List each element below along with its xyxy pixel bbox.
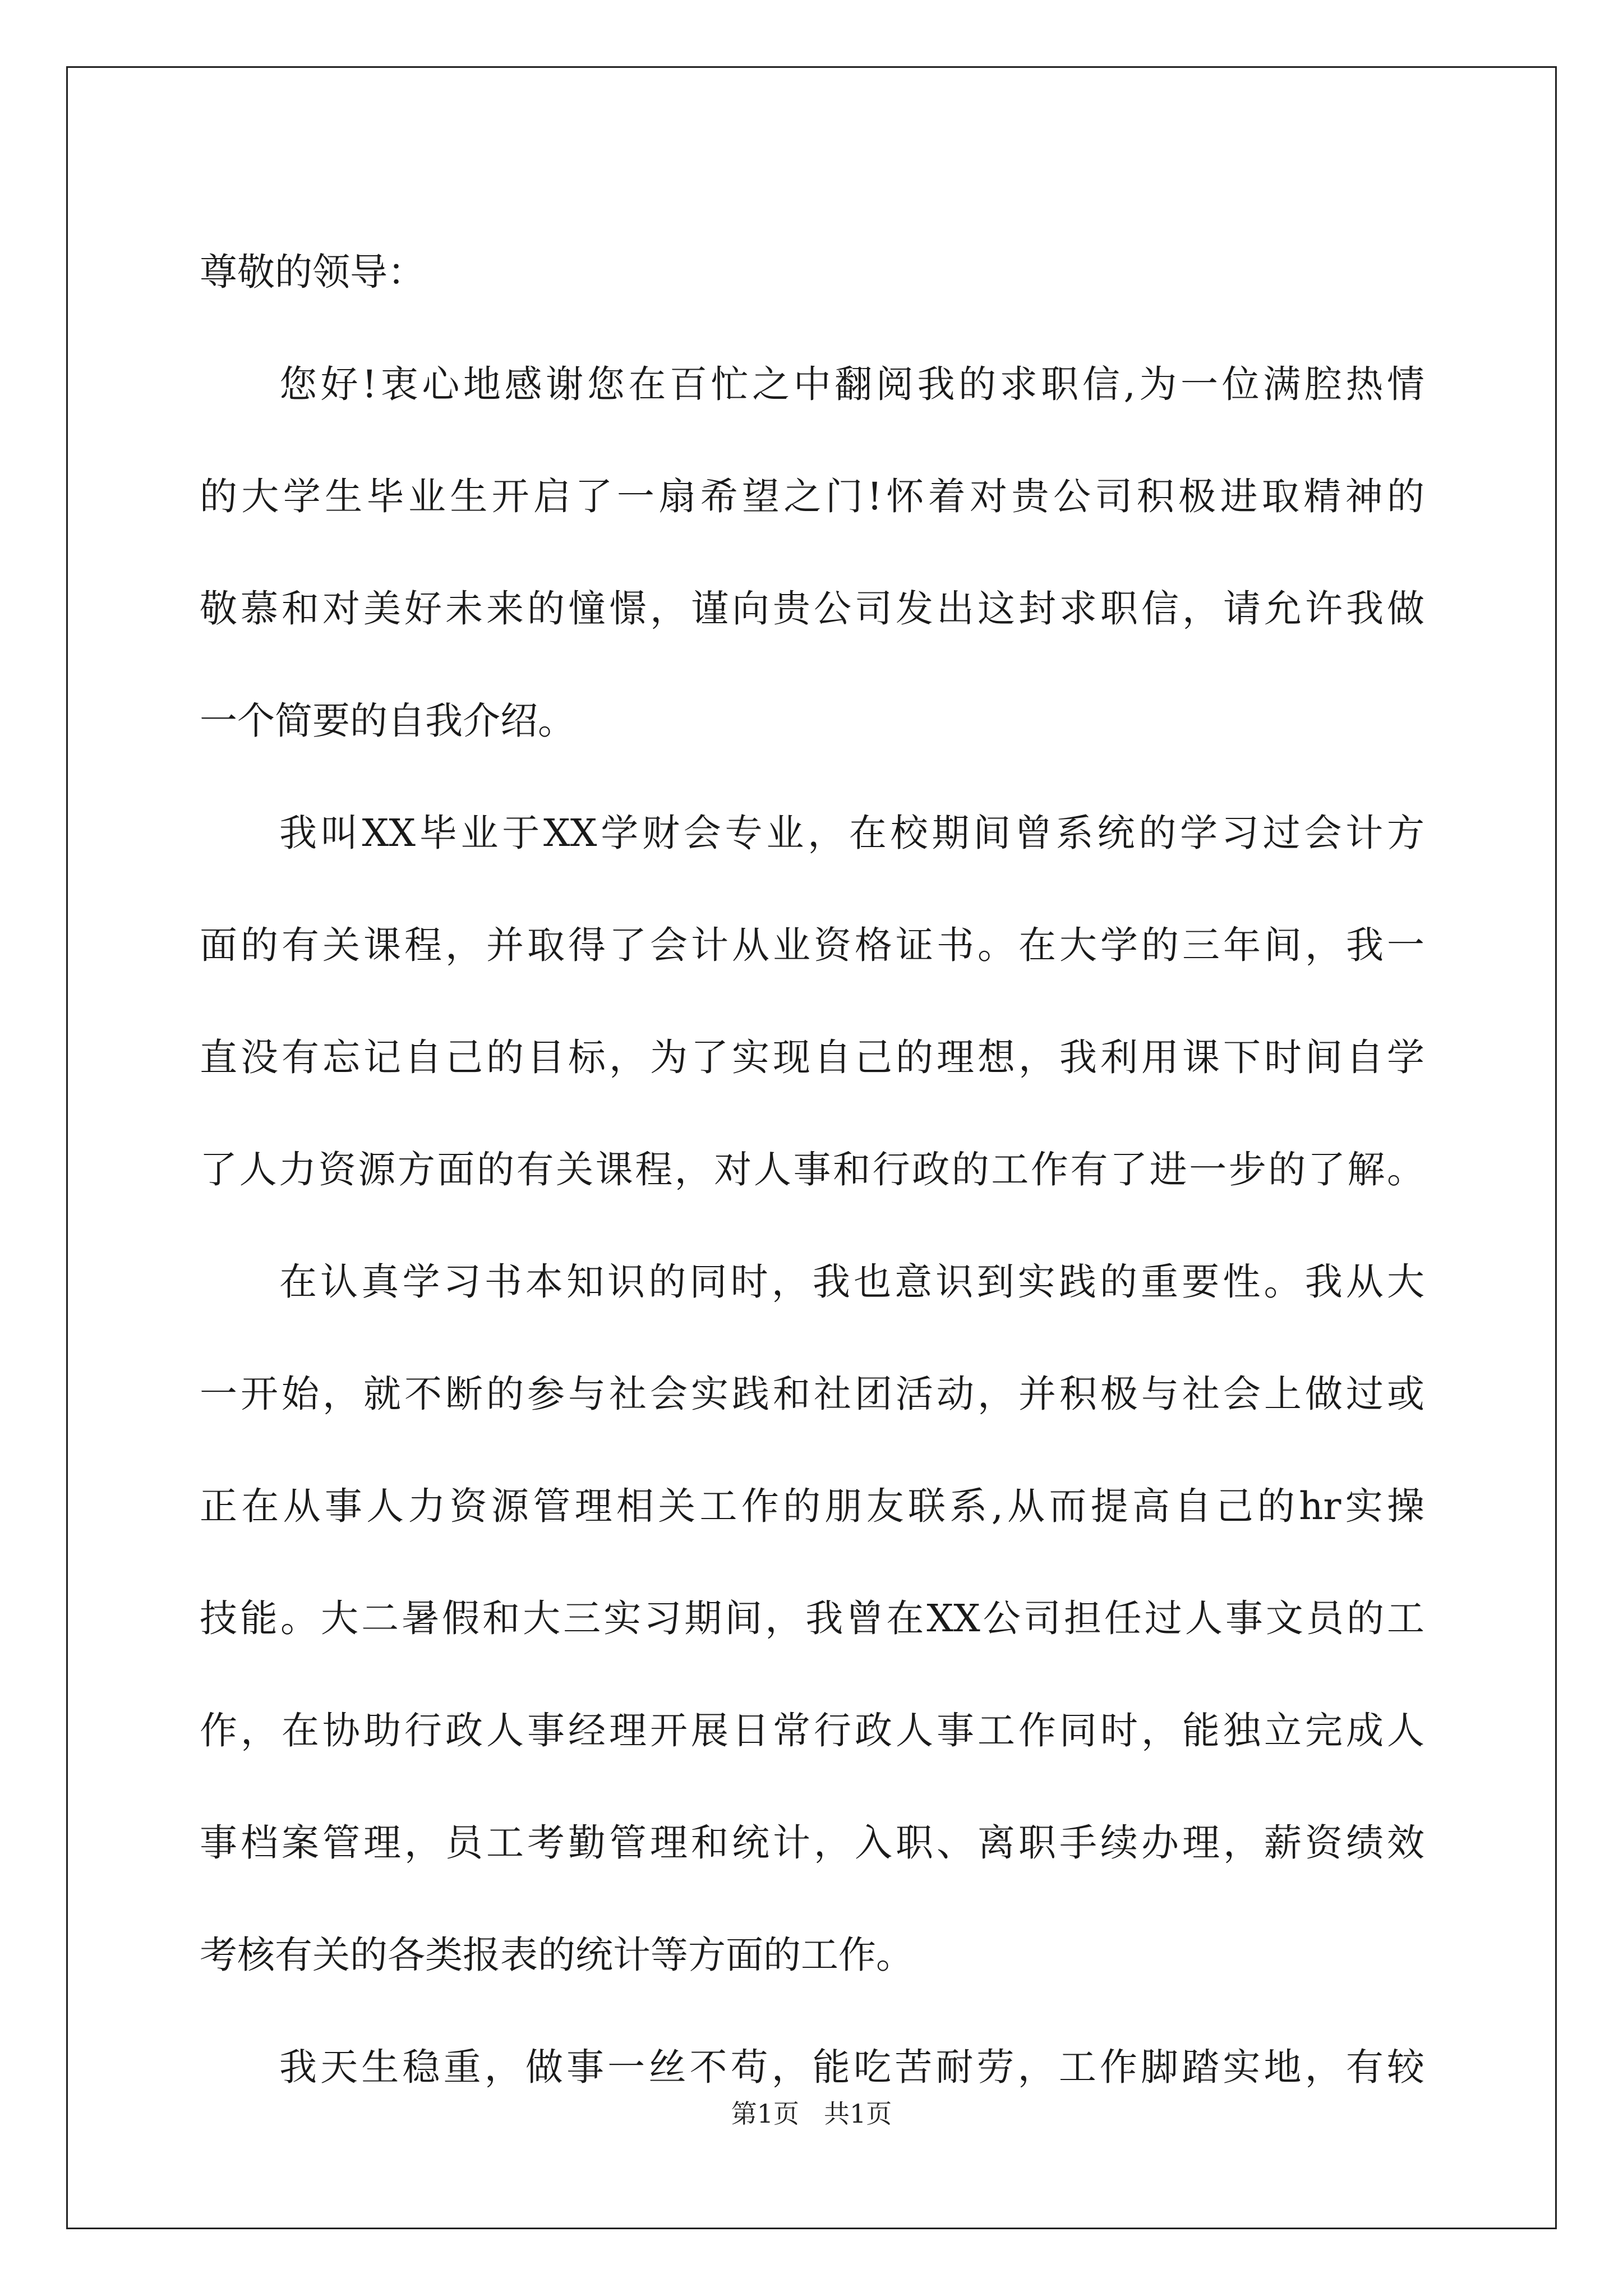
text-line: 一开始，就不断的参与社会实践和社团活动，并积极与社会上做过或 [200,1372,1424,1416]
text-line: 我叫XX毕业于XX学财会专业，在校期间曾系统的学习过会计方 [279,811,1424,855]
text-line: 技能。大二暑假和大三实习期间，我曾在XX公司担任过人事文员的工 [200,1596,1424,1640]
letter-greeting: 尊敬的领导： [200,250,425,294]
page-total: 共1页 [823,2099,892,2129]
text-line: 正在从事人力资源管理相关工作的朋友联系,从而提高自己的hr实操 [200,1484,1424,1528]
text-line: 直没有忘记自己的目标，为了实现自己的理想，我利用课下时间自学 [200,1036,1424,1079]
text-line: 一个简要的自我介绍。 [200,699,575,743]
page-footer [0,2097,1623,2131]
text-line: 作，在协助行政人事经理开展日常行政人事工作同时，能独立完成人 [200,1709,1424,1752]
paragraph-1 [200,328,1424,777]
text-line: 考核有关的各类报表的统计等方面的工作。 [200,1933,914,1977]
paragraph-2 [200,777,1424,1226]
text-line: 在认真学习书本知识的同时，我也意识到实践的重要性。我从大 [279,1260,1424,1304]
paragraph-3 [200,1226,1424,2011]
text-line: 面的有关课程，并取得了会计从业资格证书。在大学的三年间，我一 [200,923,1424,967]
text-line: 了人力资源方面的有关课程，对人事和行政的工作有了进一步的了解。 [200,1148,1424,1191]
text-line: 您好!衷心地感谢您在百忙之中翻阅我的求职信,为一位满腔热情 [279,362,1424,406]
page-number: 第1页 [731,2099,800,2129]
letter-body [200,216,1424,2123]
text-line: 我天生稳重，做事一丝不苟，能吃苦耐劳，工作脚踏实地，有较 [279,2045,1424,2089]
text-line: 事档案管理，员工考勤管理和统计，入职、离职手续办理，薪资绩效 [200,1821,1424,1865]
text-line: 敬慕和对美好未来的憧憬，谨向贵公司发出这封求职信，请允许我做 [200,587,1424,631]
text-line: 的大学生毕业生开启了一扇希望之门!怀着对贵公司积极进取精神的 [200,475,1424,518]
